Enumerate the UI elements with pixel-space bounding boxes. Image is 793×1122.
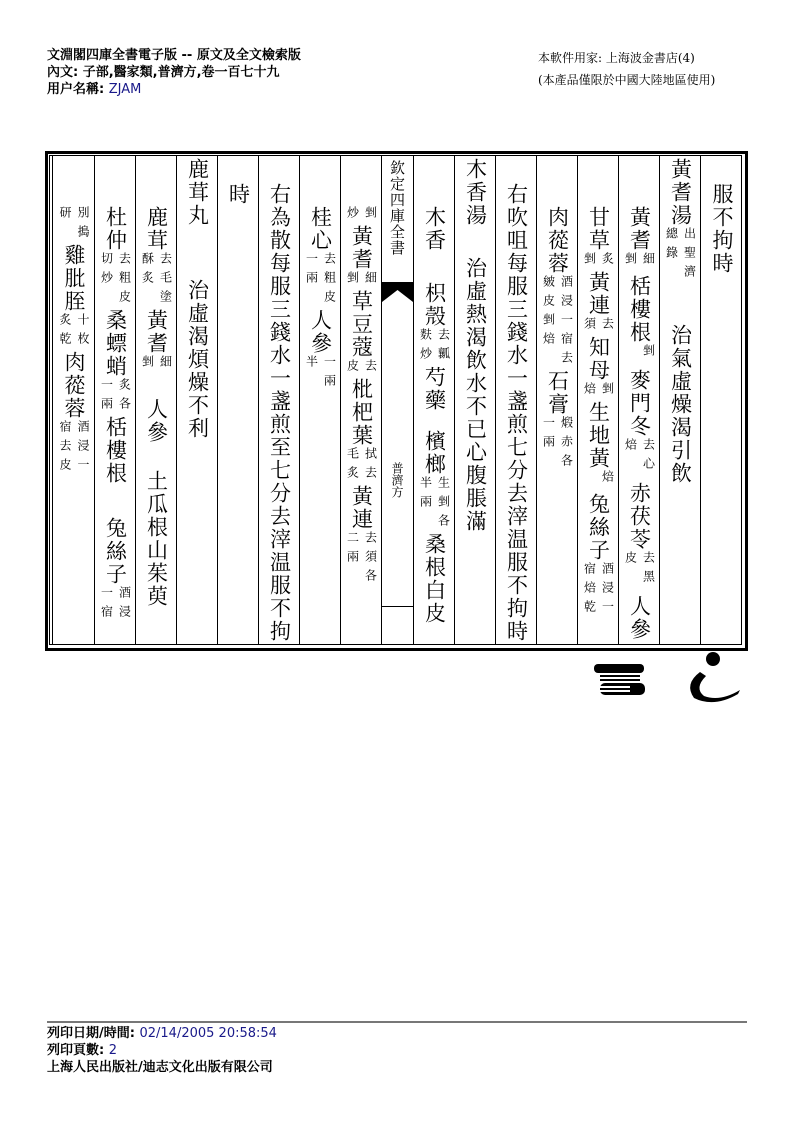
- main-text: 右吹咀每服三錢水一盞煎七分去滓温服不拘時: [504, 183, 529, 643]
- annotation: [542, 416, 574, 473]
- center-title: 欽定四庫全書: [388, 160, 406, 256]
- annotation-right: 炙: [600, 252, 615, 271]
- fishtail-mark-icon: [382, 282, 413, 302]
- annotation: [58, 420, 90, 477]
- main-text: 黃耆: [144, 309, 169, 355]
- annotation-left: 炙乾: [58, 313, 72, 351]
- main-text: 木香湯: [463, 158, 488, 227]
- annotation: [58, 313, 90, 351]
- restriction-note: (本產品僅限於中國大陸地區使用): [538, 73, 716, 87]
- main-text: 草豆蔻: [349, 290, 374, 359]
- annotation-right: 去心: [641, 438, 656, 476]
- column-text: [218, 183, 259, 206]
- annotation-left: 焙: [582, 382, 597, 401]
- content-path: [47, 64, 301, 81]
- main-text: 鹿茸丸: [185, 158, 210, 227]
- annotation-right: 剉: [641, 344, 656, 363]
- annotation-right: 炙各: [117, 378, 132, 416]
- column-text: [455, 158, 496, 533]
- text-column: [176, 156, 218, 644]
- annotation: [58, 206, 90, 244]
- annotation-right: 去須各: [363, 531, 378, 588]
- annotation-right: 一兩: [322, 355, 337, 393]
- app-title: 文淵閣四庫全書電子版 -- 原文及全文檢索版: [47, 48, 301, 63]
- column-text: [496, 183, 537, 643]
- main-text: 黃連: [349, 485, 374, 531]
- column-text: [537, 206, 578, 473]
- annotation: [583, 252, 615, 271]
- main-text: 山茱萸: [144, 539, 169, 608]
- annotation-left: 一兩: [541, 416, 556, 454]
- annotation: [346, 531, 378, 588]
- main-text: 桂心: [308, 206, 333, 252]
- annotation: [346, 359, 378, 378]
- text-column: [495, 156, 537, 644]
- annotation-left: 宿去皮: [58, 420, 72, 477]
- center-fold: [381, 156, 413, 644]
- annotation: [305, 355, 337, 393]
- footer: [47, 1025, 277, 1076]
- annotation-left: 剉: [345, 271, 360, 290]
- content-label: 內文:: [47, 65, 79, 80]
- annotation-right: 去毛塗: [158, 252, 173, 309]
- main-text: 赤茯苓: [627, 482, 652, 551]
- annotation-right: 煅赤各: [559, 416, 574, 473]
- column-text: [578, 206, 619, 619]
- text-column: [217, 156, 259, 644]
- annotation-left: 剉: [582, 252, 597, 271]
- text-column: [700, 156, 743, 644]
- annotation: [583, 382, 615, 401]
- annotation-right: 去粗皮: [322, 252, 337, 309]
- main-text: 麥門冬: [627, 369, 652, 438]
- center-divider: [382, 606, 413, 607]
- main-text: 枳殼: [422, 282, 447, 328]
- annotation-right: 去: [363, 359, 378, 378]
- column-text: [177, 158, 218, 440]
- print-pages: [47, 1042, 277, 1059]
- text-column: [258, 156, 300, 644]
- column-text: [259, 183, 300, 643]
- main-text: 石膏: [545, 370, 570, 416]
- column-text: [701, 183, 743, 275]
- column-text: [53, 206, 95, 477]
- publisher: 上海人民出版社/迪志文化出版有限公司: [47, 1060, 273, 1075]
- annotation: [419, 476, 451, 533]
- annotation-left: 剉: [140, 355, 155, 374]
- annotation-left: 半兩: [418, 476, 433, 514]
- text-column: [52, 156, 95, 644]
- main-text: 治氣虛燥渴引飲: [668, 324, 693, 485]
- main-text: 肉蓯蓉: [545, 206, 570, 275]
- annotation-right: 酒浸一宿去: [559, 275, 574, 370]
- annotation: [624, 344, 656, 363]
- annotation: [583, 470, 615, 489]
- main-text: 檳榔: [422, 430, 447, 476]
- text-column: [299, 156, 341, 644]
- annotation-right: 細: [641, 252, 656, 271]
- main-text: 生地黃: [586, 401, 611, 470]
- annotation-left: 須: [582, 317, 597, 336]
- annotation: [624, 438, 656, 476]
- annotation-left: 二兩: [345, 531, 360, 569]
- main-text: 甘草: [586, 206, 611, 252]
- main-text: 桑螵蛸: [103, 309, 128, 378]
- annotation-right: 剉: [600, 382, 615, 401]
- annotation-right: 拭去: [363, 447, 378, 485]
- column-text: [95, 206, 136, 624]
- text-column: [454, 156, 496, 644]
- main-text: 芍藥: [422, 366, 447, 412]
- text-column: [659, 156, 701, 644]
- footer-divider: [47, 1021, 747, 1023]
- main-text: 兔絲子: [103, 517, 128, 586]
- column-text: [341, 206, 382, 588]
- annotation-left: 皮: [345, 359, 360, 378]
- annotation: [346, 447, 378, 485]
- text-column: [618, 156, 660, 644]
- text-column: [577, 156, 619, 644]
- pages-value: 2: [108, 1043, 118, 1058]
- text-column: [536, 156, 578, 644]
- annotation: [583, 317, 615, 336]
- annotation-left: 總錄: [664, 227, 679, 265]
- annotation: [141, 252, 173, 309]
- annotation-right: 出聖濟: [682, 227, 697, 284]
- main-text: 栝樓根: [103, 416, 128, 485]
- annotation-left: 剉: [623, 252, 638, 271]
- main-text: 黃耆: [627, 206, 652, 252]
- text-column: [94, 156, 136, 644]
- annotation-right: 去瓤: [436, 328, 451, 366]
- annotation: [624, 252, 656, 271]
- column-text: [619, 206, 660, 641]
- annotation: [583, 562, 615, 619]
- main-text: 人參: [627, 595, 652, 641]
- user-label: 用户名稱:: [47, 82, 105, 97]
- main-text: 人參: [308, 309, 333, 355]
- annotation-right: 生剉各: [436, 476, 451, 533]
- annotation-right: 酒浸一: [76, 420, 90, 477]
- user-value: ZJAM: [108, 82, 142, 97]
- annotation: [542, 275, 574, 370]
- main-text: 黃連: [586, 271, 611, 317]
- column-text: [660, 158, 701, 485]
- main-text: 木香: [422, 206, 447, 252]
- annotation: [346, 271, 378, 290]
- main-text: 知母: [586, 336, 611, 382]
- center-book-title: 普濟方: [390, 462, 404, 498]
- annotation-left: 一宿: [99, 586, 114, 624]
- pages-label: 列印頁數:: [47, 1043, 105, 1058]
- print-time-value: 02/14/2005 20:58:54: [139, 1026, 277, 1041]
- main-text: 黃耆: [349, 225, 374, 271]
- main-text: 杜仲: [103, 206, 128, 252]
- main-text: 枇杷葉: [349, 378, 374, 447]
- content-value: 子部,醫家類,普濟方,卷一百七十九: [82, 65, 280, 80]
- annotation-left: 研: [58, 206, 72, 225]
- annotation-left: 酥炙: [140, 252, 155, 290]
- main-text: 治虛渴煩燥不利: [185, 279, 210, 440]
- user-name: [47, 81, 301, 98]
- annotation-right: 酒浸: [117, 586, 132, 624]
- annotation: [305, 252, 337, 309]
- annotation-left: 皴皮剉焙: [541, 275, 556, 351]
- annotation-left: 炒: [345, 206, 360, 225]
- annotation: [419, 328, 451, 366]
- text-column: [413, 156, 455, 644]
- annotation-right: 去粗皮: [117, 252, 132, 309]
- annotation: [141, 355, 173, 374]
- main-text: 土瓜根: [144, 470, 169, 539]
- main-text: 人參: [144, 398, 169, 444]
- annotation-right: 細: [363, 271, 378, 290]
- annotation-left: [583, 470, 597, 489]
- print-time-label: 列印日期/時間:: [47, 1026, 135, 1041]
- main-text: 時: [226, 183, 251, 206]
- annotation-left: 焙: [623, 438, 638, 457]
- annotation: [624, 551, 656, 589]
- column-text: [136, 206, 177, 608]
- annotation-right: 去: [600, 317, 615, 336]
- main-text: 兔絲子: [586, 493, 611, 562]
- annotation-right: 十枚: [76, 313, 90, 351]
- annotation-left: 麩炒: [418, 328, 433, 366]
- main-text: 桑根白皮: [422, 533, 447, 625]
- annotation: [100, 378, 132, 416]
- main-text: 治虛熱渴飲水不已心腹脹滿: [463, 257, 488, 533]
- annotation-left: 毛炙: [345, 447, 360, 485]
- main-text: 右為散每服三錢水一盞煎至七分去滓温服不拘: [267, 183, 292, 643]
- annotation-right: 去黑: [641, 551, 656, 589]
- annotation-left: 半: [304, 355, 319, 374]
- annotation: [346, 206, 378, 225]
- annotation-left: 切炒: [99, 252, 114, 290]
- main-text: 鹿茸: [144, 206, 169, 252]
- licensee: 本軟件用家: 上海波金書店(4): [538, 51, 695, 65]
- annotation-left: 皮: [623, 551, 638, 570]
- header-left: [47, 47, 301, 98]
- annotation: [100, 586, 132, 624]
- main-text: 雞肶胵: [62, 244, 86, 313]
- dizhi-logo-icon: [680, 650, 750, 710]
- annotation-left: 一兩: [304, 252, 319, 290]
- main-text: 服不拘時: [710, 183, 734, 275]
- main-text: 黃耆湯: [668, 158, 693, 227]
- annotation-right: 酒浸一: [600, 562, 615, 619]
- main-text: 栝樓根: [627, 275, 652, 344]
- annotation-left: [624, 344, 638, 363]
- column-text: [300, 206, 341, 393]
- annotation-right: 別搗: [76, 206, 90, 244]
- text-column: [340, 156, 382, 644]
- annotation: [665, 227, 697, 284]
- print-time: [47, 1025, 277, 1042]
- main-text: 肉蓯蓉: [62, 351, 86, 420]
- header-right: [538, 47, 715, 91]
- annotation-left: 一兩: [99, 378, 114, 416]
- text-column: [135, 156, 177, 644]
- publisher-logo-icon: [592, 660, 652, 700]
- annotation-right: 剉: [363, 206, 378, 225]
- annotation-right: 細: [158, 355, 173, 374]
- annotation-left: 宿焙乾: [582, 562, 597, 619]
- annotation: [100, 252, 132, 309]
- column-text: [414, 206, 455, 625]
- annotation-right: 焙: [600, 470, 615, 489]
